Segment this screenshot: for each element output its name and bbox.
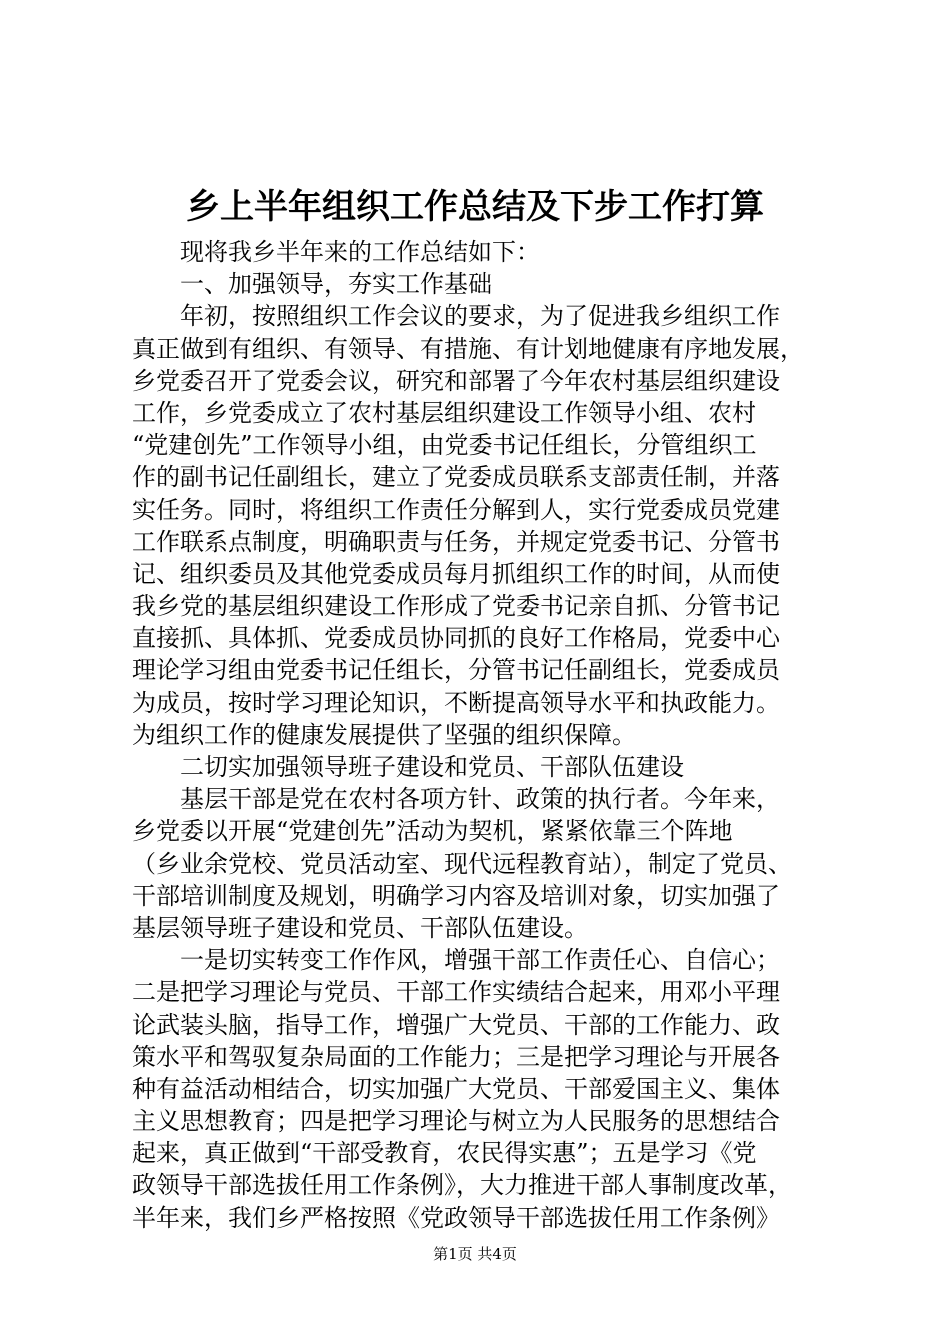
paragraph-line: 现将我乡半年来的工作总结如下： — [180, 238, 540, 266]
paragraph-line: 工作联系点制度，明确职责与任务，并规定党委书记、分管书 — [132, 527, 780, 556]
paragraph-line: 为组织工作的健康发展提供了坚强的组织保障。 — [132, 720, 636, 749]
paragraph-line: 乡党委以开展“党建创先”活动为契机，紧紧依靠三个阵地 — [132, 817, 733, 846]
section-heading: 一、加强领导，夯实工作基础 — [180, 270, 492, 299]
paragraph-line: 作的副书记任副组长，建立了党委成员联系支部责任制，并落 — [132, 463, 780, 492]
paragraph-line: 理论学习组由党委书记任组长，分管书记任副组长，党委成员 — [132, 656, 780, 685]
paragraph-line: 论武装头脑，指导工作，增强广大党员、干部的工作能力、政 — [132, 1010, 780, 1039]
paragraph-line: 种有益活动相结合，切实加强广大党员、干部爱国主义、集体 — [132, 1074, 780, 1103]
paragraph-line: 记、组织委员及其他党委成员每月抓组织工作的时间，从而使 — [132, 559, 780, 588]
paragraph-line: 一是切实转变工作作风，增强干部工作责任心、自信心； — [180, 946, 780, 975]
paragraph-line: 乡党委召开了党委会议，研究和部署了今年农村基层组织建设 — [132, 366, 780, 395]
document-body — [132, 236, 844, 1234]
paragraph-line: 工作，乡党委成立了农村基层组织建设工作领导小组、农村 — [132, 398, 756, 427]
paragraph-line: 真正做到有组织、有领导、有措施、有计划地健康有序地发展， — [132, 334, 804, 363]
paragraph-line: 基层干部是党在农村各项方针、政策的执行者。今年来， — [180, 785, 780, 814]
paragraph-line: 起来，真正做到“干部受教育，农民得实惠”；五是学习《党 — [132, 1139, 757, 1168]
paragraph-line: （乡业余党校、党员活动室、现代远程教育站），制定了党员、 — [132, 849, 792, 878]
paragraph-line: 政领导干部选拔任用工作条例》，大力推进干部人事制度改革， — [132, 1171, 792, 1200]
paragraph-line: “党建创先”工作领导小组，由党委书记任组长，分管组织工 — [132, 431, 757, 460]
paragraph-line: 实任务。同时，将组织工作责任分解到人，实行党委成员党建 — [132, 495, 780, 524]
paragraph-line: 年初，按照组织工作会议的要求，为了促进我乡组织工作 — [180, 302, 780, 331]
page-number-footer: 第1页 共4页 — [433, 1245, 517, 1263]
paragraph-line: 二是把学习理论与党员、干部工作实绩结合起来，用邓小平理 — [132, 978, 780, 1007]
paragraph-line: 我乡党的基层组织建设工作形成了党委书记亲自抓、分管书记 — [132, 592, 780, 621]
paragraph-line: 半年来，我们乡严格按照《党政领导干部选拔任用工作条例》 — [132, 1203, 780, 1232]
paragraph-line: 基层领导班子建设和党员、干部队伍建设。 — [132, 913, 588, 942]
paragraph-line: 直接抓、具体抓、党委成员协同抓的良好工作格局，党委中心 — [132, 624, 780, 653]
paragraph-line: 干部培训制度及规划，明确学习内容及培训对象，切实加强了 — [132, 881, 780, 910]
paragraph-line: 为成员，按时学习理论知识，不断提高领导水平和执政能力。 — [132, 688, 780, 717]
paragraph-line: 主义思想教育；四是把学习理论与树立为人民服务的思想结合 — [132, 1107, 780, 1136]
document-title: 乡上半年组织工作总结及下步工作打算 — [186, 187, 764, 227]
section-heading: 二切实加强领导班子建设和党员、干部队伍建设 — [180, 753, 684, 781]
paragraph-line: 策水平和驾驭复杂局面的工作能力；三是把学习理论与开展各 — [132, 1042, 780, 1071]
